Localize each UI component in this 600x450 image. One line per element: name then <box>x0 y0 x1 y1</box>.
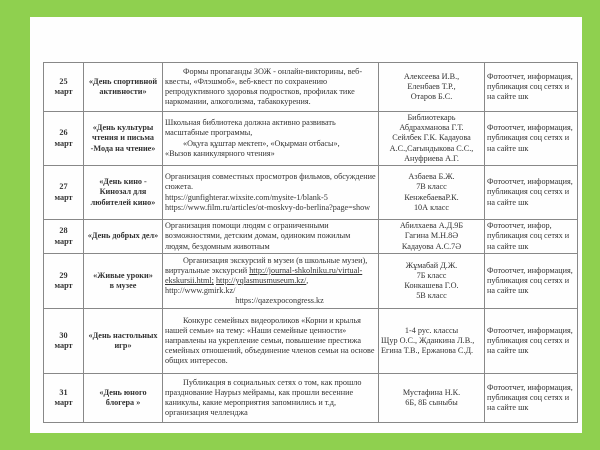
description-cell <box>163 112 379 166</box>
title-cell: «День настольных игр» <box>84 309 163 374</box>
date-cell <box>44 374 84 423</box>
report-cell: Фотоотчет, информация, публикация соц сетях и на сайте шк <box>485 374 578 423</box>
responsible-name: А.С.,Сағындыкова С.С., <box>389 143 474 153</box>
responsible-name: 6Б, 8Б сыныбы <box>405 398 458 408</box>
date-cell <box>44 112 84 166</box>
responsible-cell <box>379 63 485 112</box>
day: 26 <box>59 128 68 138</box>
month: март <box>54 192 73 202</box>
description-cell <box>163 166 379 220</box>
responsible-name: КенжебаеваР.К. <box>404 192 459 202</box>
date-cell <box>44 166 84 220</box>
day: 31 <box>59 387 68 397</box>
table-row <box>44 112 578 166</box>
table-row <box>44 220 578 254</box>
description-cell: Конкурс семейных видеороликов «Корни и крылья нашей семьи» на тему: «Наши семейные ценности» направлены на укрепление семьи, повышение престижа семейных отношений, объединение членов семьи на основе общих интересов. <box>163 309 379 374</box>
description-text: Организация совместных просмотров фильмов, обсуждение сюжета. <box>165 172 376 192</box>
day: 28 <box>59 226 68 236</box>
responsible-name: Сейлбек Г.К. Кадауова <box>392 133 471 143</box>
description-cell: Формы пропаганды ЗОЖ - онлайн-викторины, веб-квесты, «Флэшмоб», веб-квест по сохранению репродуктивного здоровья подростков, профилак тике наркомании, алкоголизма, табакокурения. <box>163 63 379 112</box>
date-cell <box>44 254 84 309</box>
museum-link[interactable]: https://qazexpocongress.kz <box>235 296 324 306</box>
responsible-name: 7Б класс <box>416 270 447 280</box>
title-rest: в музее <box>109 281 137 291</box>
responsible-name: Библиотекарь <box>407 113 456 122</box>
table-row <box>44 309 578 374</box>
day: 27 <box>59 182 68 192</box>
description-link[interactable]: https://www.film.ru/articles/ot-moskvy-do-berlina?page=show <box>165 202 371 212</box>
responsible-cell <box>379 254 485 309</box>
museum-link[interactable]: http://yqlasmusmuseum.kz/ <box>215 275 307 285</box>
description-link[interactable]: https://gunfighterar.wixsite.com/mysite-1/blank-5 <box>165 192 328 202</box>
day: 29 <box>59 270 68 280</box>
responsible-cell <box>379 374 485 423</box>
responsible-name: Ануфриева А.Г. <box>404 153 459 163</box>
table-row <box>44 374 578 423</box>
responsible-cell <box>379 166 485 220</box>
responsible-name: 7В класс <box>416 182 447 192</box>
date-cell <box>44 63 84 112</box>
document-page <box>30 17 582 433</box>
title-cell <box>84 254 163 309</box>
responsible-cell <box>379 220 485 254</box>
table-row <box>44 63 578 112</box>
table-row <box>44 254 578 309</box>
description-text[interactable]: , http://www.gmirk.kz/ <box>165 275 309 296</box>
description-text: «Вызов каникулярного чтения» <box>165 148 275 158</box>
month: март <box>54 341 73 351</box>
title-cell: «День юного блогера » <box>84 374 163 423</box>
report-cell: Фотоотчет, информация, публикация соц сетях и на сайте шк <box>485 166 578 220</box>
title-cell: «День добрых дел» <box>84 220 163 254</box>
responsible-name: Отаров Б.С. <box>410 92 453 102</box>
month: март <box>54 236 73 246</box>
responsible-name: Азбаева Б.Ж. <box>408 172 455 182</box>
responsible-name: Абилхаева А.Д.9Б <box>399 221 464 231</box>
description-text: Школьная библиотека должна активно развивать масштабные программы, <box>165 118 336 138</box>
responsible-name: Кадауова А.С.7Ә <box>401 241 462 251</box>
responsible-name: Жұмабай Д.Ж. <box>405 260 458 270</box>
museum-link[interactable]: http://journal-shkolniku.ru/virtual-ekskursii.html; <box>165 265 363 285</box>
day: 25 <box>59 76 68 86</box>
report-cell: Фотоотчет, инфор, публикация соц сетях и на сайте шк <box>485 220 578 254</box>
day: 30 <box>59 330 68 340</box>
month: март <box>54 87 73 96</box>
description-cell: Организация помощи людям с ограниченными возможностями, детским домам, одиноким пожилым людям, бездомным животным <box>163 220 379 254</box>
events-table <box>43 62 578 423</box>
title-cell: «День кино - Кинозал для любителей кино» <box>84 166 163 220</box>
responsible-name: Абдрахманова Г.Т. <box>399 123 464 133</box>
responsible-name: Конкашева Г.О. <box>404 281 459 291</box>
title-cell: «День культуры чтения и письма -Мода на чтение» <box>84 112 163 166</box>
report-cell: Фотоотчет, информация, публикация соц сетях и на сайте шк <box>485 112 578 166</box>
description-text: Организация экскурсий в музеи (в школьные музеи), виртуальные экскурсий <box>165 255 368 275</box>
responsible-cell <box>379 112 485 166</box>
responsible-name: Мустафина Н.К. <box>402 387 461 397</box>
report-cell: Фотоотчет, информация, публикация соц сетях и на сайте шк <box>485 63 578 112</box>
month: март <box>54 281 73 291</box>
month: март <box>54 398 73 408</box>
responsible-cell <box>379 309 485 374</box>
description-text: «Оқуға құштар мектеп», «Оқырман отбасы», <box>183 138 340 148</box>
responsible-name: Еленбаев Т.Р., <box>407 81 456 91</box>
title-bold: «Живые уроки» <box>93 270 153 280</box>
report-cell: Фотоотчет, информация, публикация соц сетях и на сайте шк <box>485 254 578 309</box>
description-cell: Публикация в социальных сетях о том, как прошло празднование Наурыз мейрамы, как прошли весенние каникулы, какие мероприятия запомнились и т.д, организация челленджа <box>163 374 379 423</box>
description-cell <box>163 254 379 309</box>
responsible-name: Алексеева И.В., <box>403 71 460 81</box>
date-cell <box>44 309 84 374</box>
responsible-name: 5В класс <box>416 291 447 301</box>
date-cell <box>44 220 84 254</box>
table-row <box>44 166 578 220</box>
responsible-name: Щур О.С., Жданкина Л.В., Егина Т.В., Ержанова С.Д. <box>381 335 475 356</box>
responsible-name: Гагина М.Н.8Ә <box>404 231 459 241</box>
report-cell: Фотоотчет, информация, публикация соц сетях и на сайте шк <box>485 309 578 374</box>
responsible-name: 10А класс <box>413 202 450 212</box>
month: март <box>54 138 73 148</box>
title-cell: «День спортивной активности» <box>84 63 163 112</box>
responsible-group: 1-4 рус. классы <box>404 325 459 335</box>
